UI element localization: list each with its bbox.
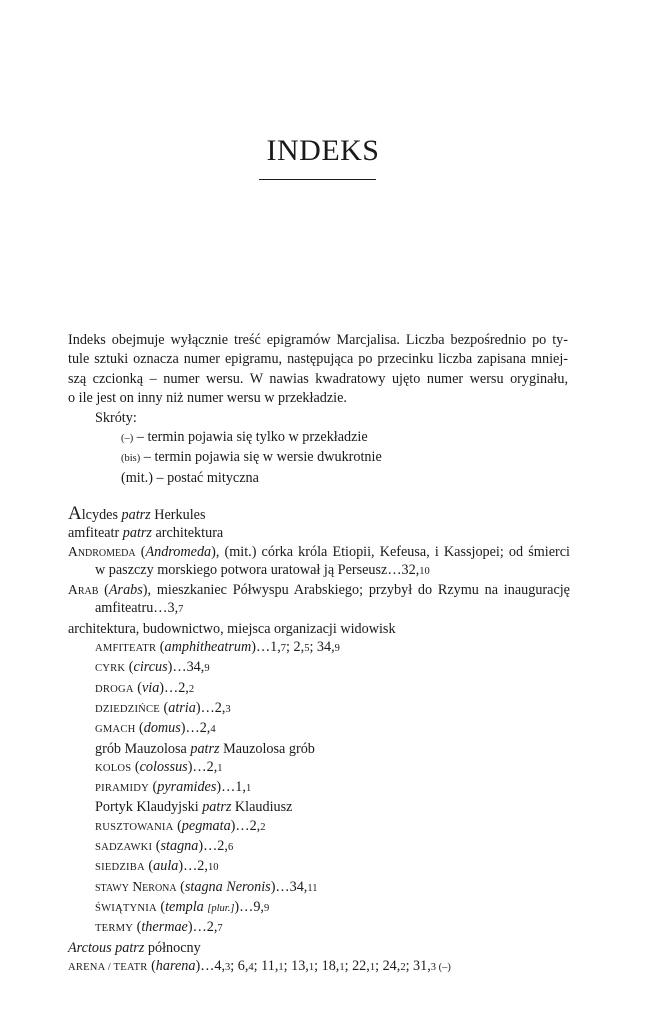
paren: (	[135, 543, 146, 560]
verse-ref: 11	[307, 882, 318, 894]
entry-arab	[68, 581, 570, 620]
title-underline	[259, 179, 376, 180]
ref-text: )…1,	[216, 779, 246, 796]
verse-ref: 9	[334, 643, 340, 655]
plural-note	[207, 903, 234, 914]
entry-description: ), (mit.) córka króla Etiopii, Kefeusa, i Kassjopei; od śmierci	[211, 543, 570, 560]
entry-alcydes	[68, 505, 570, 524]
ref-text: ; 18,	[314, 957, 340, 974]
entry-head: SIEDZIBA	[95, 862, 145, 874]
ref-text: )…2,	[159, 679, 189, 696]
latin-term: pyramides	[157, 779, 217, 796]
entry-description-cont: amfiteatru…3,	[95, 600, 179, 617]
verse-ref: 2	[260, 821, 266, 833]
verse-ref: 1	[339, 961, 345, 973]
intro-line-2: tule sztuki oznacza numer epigramu, następująca po przecinku liczba zapisana mniej-	[68, 351, 568, 368]
see-target: Herkules	[150, 507, 206, 523]
entry-head: RUSZTOWANIA	[95, 821, 174, 833]
latin-term: stagna	[160, 838, 199, 855]
subentry-portyk	[68, 798, 570, 816]
page-title: INDEKS	[266, 134, 380, 167]
verse-ref: 1	[217, 762, 223, 774]
entry-amfiteatr	[68, 524, 570, 542]
intro-section	[68, 331, 568, 488]
verse-ref: 10	[207, 862, 219, 874]
verse-ref: 4	[248, 961, 254, 973]
latin-term: aula	[153, 858, 179, 875]
ref-text: )…2,	[178, 858, 208, 875]
entry-head: GMACH	[95, 724, 136, 736]
latin-term: thermae	[141, 919, 188, 936]
ref-text: ; 31,	[405, 957, 431, 974]
abbreviation-bis	[121, 448, 568, 468]
ref-text: )…2,	[195, 699, 226, 716]
ref-text: )…9,	[234, 898, 264, 915]
entry-head: KOLOS	[95, 762, 132, 774]
entry-head: SADZAWKI	[95, 842, 153, 854]
ref-text: ; 24,	[375, 957, 401, 974]
entry-head: ŚWIĄTYNIA	[95, 902, 157, 914]
verse-ref: 9	[204, 663, 210, 675]
see-target: Mauzolosa grób	[219, 740, 315, 757]
ref-text: )…34,	[167, 659, 205, 676]
entry-head: DROGA	[95, 683, 134, 695]
latin-term: amphitheatrum	[164, 639, 252, 656]
subentry-kolos: KOLOS (colossus)…2,1	[95, 758, 223, 775]
intro-line-4: o ile jest on inny niż numer wersu w przekładzie.	[68, 390, 347, 407]
entry-head: Andromeda	[68, 543, 136, 559]
subentry-termy: TERMY (thermae)…2,7	[95, 919, 223, 936]
section-initial: A	[68, 503, 82, 524]
see-also: patrz	[202, 799, 232, 816]
plural-text: [plur.]	[207, 902, 235, 914]
see-also: patrz	[122, 525, 152, 542]
verse-ref: 7	[217, 923, 223, 935]
ref-text: ; 22,	[344, 957, 370, 974]
ref-text: )…2,	[180, 720, 211, 737]
latin-term: Andromeda	[145, 543, 212, 560]
verse-ref: 5	[304, 643, 310, 655]
latin-term: Arabs	[108, 582, 143, 599]
entry-head: Arab	[68, 582, 99, 598]
verse-ref: 7	[280, 643, 287, 655]
ref-text: )…34,	[270, 878, 308, 895]
verse-ref: 1	[278, 961, 284, 973]
ref-text: ; 13,	[283, 957, 309, 974]
entry-head: Portyk Klaudyjski	[95, 799, 203, 816]
ref-text: )…2,	[187, 758, 218, 775]
entry-arena: ARENA / TEATR (harena)…4,3; 6,4; 11,1; 13,1; 18,1; 22,1; 24,2; 31,3 (–)	[68, 957, 451, 974]
subentry-cyrk: CYRK (circus)…34,9	[95, 659, 210, 676]
latin-term: domus	[143, 720, 181, 737]
verse-ref: 10	[419, 565, 430, 577]
intro-line-3: szą czcionką – numer wersu. W nawias kwadratowy ujęto numer wersu oryginału,	[68, 370, 568, 387]
latin-term: via	[141, 679, 160, 696]
subentry-dziedzince: DZIEDZIŃCE (atria)…2,3	[95, 699, 231, 716]
subentry-gmach: GMACH (domus)…2,4	[95, 720, 216, 737]
ref-text: )…2,	[198, 838, 228, 855]
latin-term: harena	[155, 957, 196, 974]
latin-term: atria	[168, 699, 196, 716]
verse-ref: 6	[227, 842, 234, 854]
intro-line-1: Indeks obejmuje wyłącznie treść epigramów Marcjalisa. Liczba bezpośrednio po ty-	[68, 332, 568, 348]
ref-text: )…4,	[195, 957, 226, 974]
entry-head: CYRK	[95, 663, 126, 675]
abbreviation-mythical: (mit.) – postać mityczna	[121, 469, 259, 486]
entry-arctous	[68, 939, 570, 957]
verse-ref: 1	[245, 783, 252, 795]
subentry-rusztowania: RUSZTOWANIA (pegmata)…2,2	[95, 817, 266, 834]
entry-head: PIRAMIDY	[95, 783, 149, 795]
index-entries	[68, 505, 570, 977]
verse-ref: 3	[225, 961, 231, 973]
entry-description: ), mieszkaniec Półwyspu Arabskiego; przybył do Rzymu na inaugurację	[142, 582, 570, 599]
entry-head: DZIEDZIŃCE	[95, 703, 160, 715]
paren: (	[98, 582, 109, 599]
subentry-grob-mauzolosa	[68, 740, 570, 758]
entry-andromeda	[68, 543, 570, 582]
see-target: architektura	[151, 525, 224, 542]
abbreviation-text: – termin pojawia się w wersie dwukrotnie	[140, 449, 382, 466]
subentry-swiatynia: ŚWIĄTYNIA (templa [plur.])…9,9	[95, 898, 270, 915]
ref-text: ; 11,	[253, 957, 279, 974]
entry-architektura: architektura, budownictwo, miejsca organizacji widowisk	[68, 620, 396, 637]
subentry-stawy-nerona: stawy Nerona (stagna Neronis)…34,11	[95, 878, 318, 895]
latin-term: stagna Neronis	[184, 878, 271, 895]
see-also: patrz	[111, 939, 145, 956]
verse-ref: 1	[369, 961, 376, 973]
ref-text: )…2,	[187, 919, 218, 936]
see-also: patrz	[190, 740, 220, 757]
see-also: patrz	[121, 507, 151, 523]
latin-term: templa	[165, 898, 204, 915]
ref-text: ; 34,	[309, 639, 335, 656]
verse-ref: 9	[263, 902, 270, 914]
abbreviation-symbol: (–)	[121, 433, 134, 445]
subentry-amfiteatr: AMFITEATR (amphitheatrum)…1,7; 2,5; 34,9	[95, 639, 340, 656]
ref-text: ; 6,	[230, 957, 249, 974]
entry-head: amfiteatr	[68, 525, 123, 542]
abbreviation-symbol: (bis)	[121, 453, 141, 465]
entry-head: ARENA / TEATR	[68, 961, 148, 973]
entry-head: AMFITEATR	[95, 643, 157, 655]
verse-ref: 1	[308, 961, 315, 973]
ref-text: )…1,	[251, 639, 281, 656]
subentry-piramidy: PIRAMIDY (pyramides)…1,1	[95, 779, 252, 796]
verse-ref: 2	[400, 961, 406, 973]
subentry-droga: DROGA (via)…2,2	[95, 679, 195, 696]
subentry-siedziba: SIEDZIBA (aula)…2,10	[95, 858, 219, 875]
abbreviation-only-translation	[121, 428, 568, 448]
see-target: Klaudiusz	[231, 799, 293, 816]
entry-head: grób Mauzolosa	[95, 740, 191, 757]
verse-ref: 3	[225, 703, 231, 715]
latin-term: colossus	[139, 758, 188, 775]
ref-text: )…2,	[230, 817, 261, 834]
ref-text: ; 2,	[286, 639, 305, 656]
entry-head: lcydes	[81, 507, 118, 523]
subentry-sadzawki: SADZAWKI (stagna)…2,6	[95, 838, 234, 855]
translation-only-marker: (–)	[436, 961, 451, 973]
verse-ref: 2	[188, 683, 195, 695]
see-target: północny	[144, 939, 201, 956]
latin-term: circus	[133, 659, 168, 676]
latin-term: pegmata	[181, 817, 231, 834]
entry-head: stawy Nerona	[95, 878, 177, 894]
verse-ref: 3	[430, 961, 437, 973]
entry-description-cont: w paszczy morskiego potwora uratował ją Perseusz…32,	[95, 561, 420, 578]
verse-ref: 7	[178, 604, 184, 616]
verse-ref: 4	[210, 724, 216, 736]
entry-head: Arctous	[68, 939, 112, 956]
entry-head: TERMY	[95, 923, 134, 935]
abbreviation-text: – termin pojawia się tylko w przekładzie	[133, 429, 368, 446]
abbreviations-heading: Skróty:	[95, 409, 137, 426]
